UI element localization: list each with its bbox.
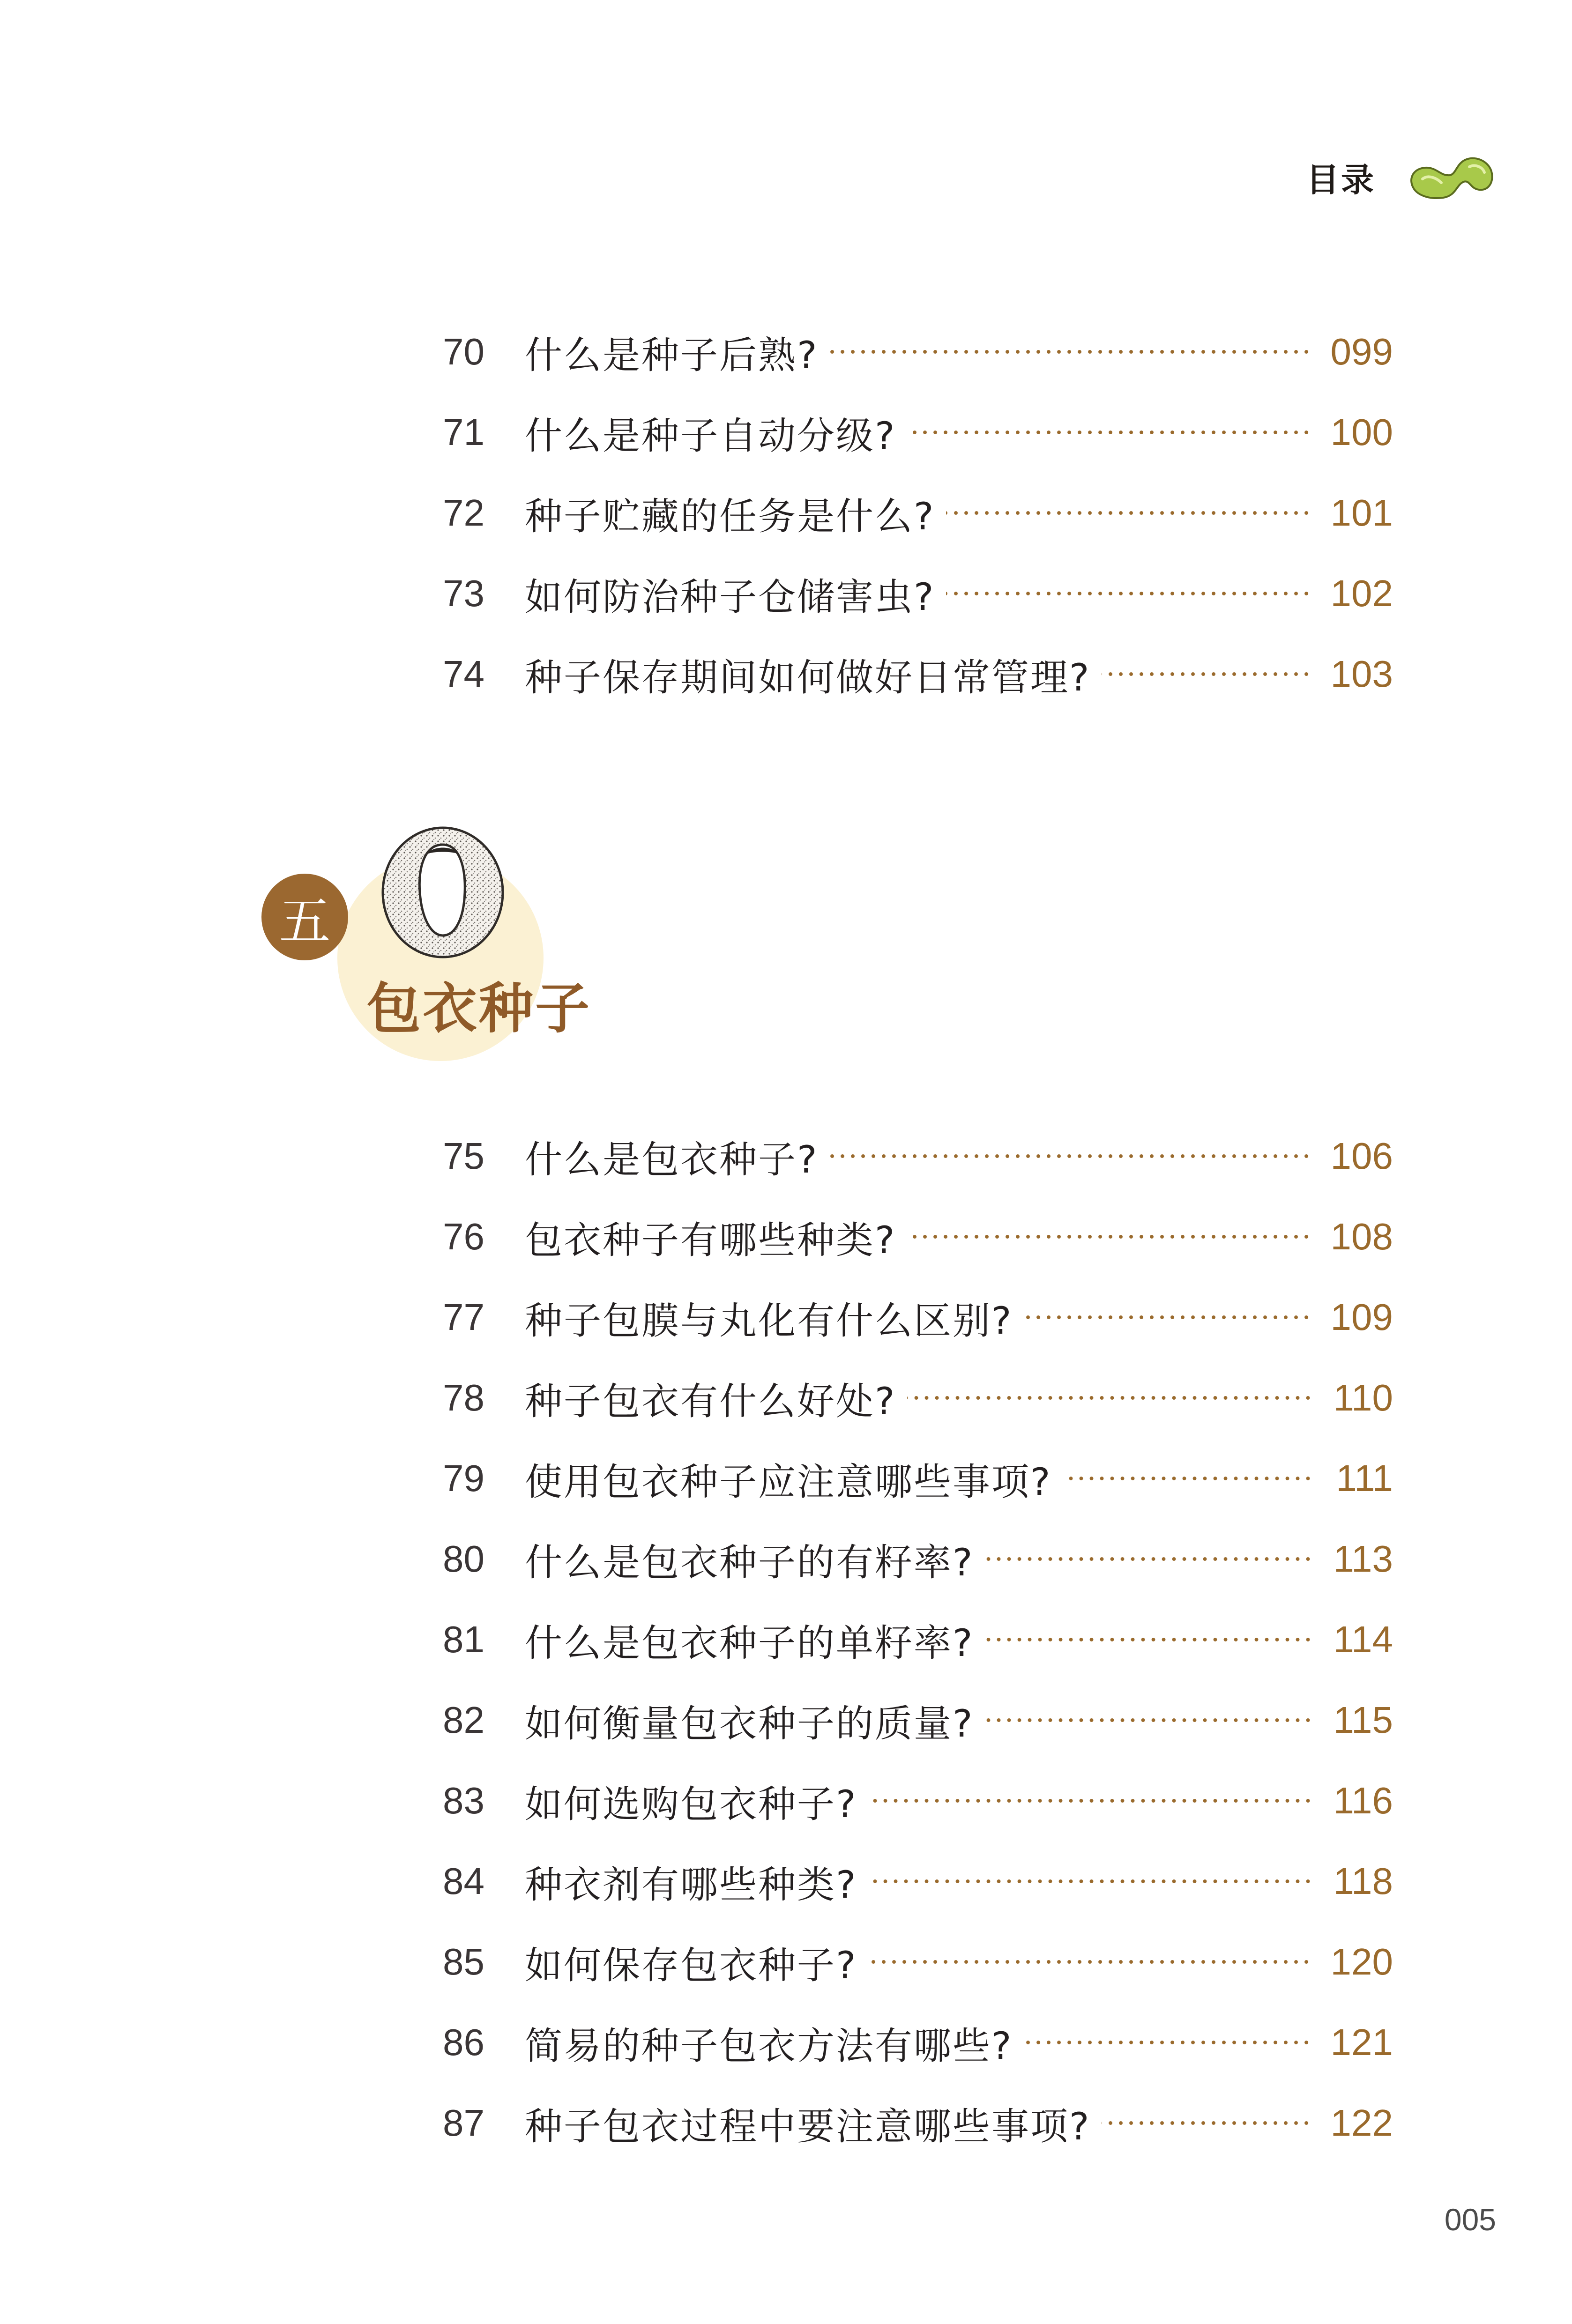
toc-entry-title: 什么是包衣种子? <box>525 1137 819 1181</box>
toc-entry-title: 什么是种子后熟? <box>525 333 819 377</box>
toc-entry-page: 120 <box>1330 1941 1393 1982</box>
toc-entry-number: 71 <box>443 411 484 453</box>
dot-leader <box>1024 2040 1311 2045</box>
toc-entry[interactable] <box>443 1277 1393 1358</box>
toc-entry-title: 种衣剂有哪些种类? <box>525 1863 857 1907</box>
toc-entry-title: 种子保存期间如何做好日常管理? <box>525 655 1091 699</box>
dot-leader <box>946 591 1311 596</box>
dot-leader <box>985 1557 1313 1561</box>
toc-entry-number: 70 <box>443 331 484 372</box>
toc-entry-number: 72 <box>443 492 484 534</box>
toc-entry-title: 如何防治种子仓储害虫? <box>525 575 935 619</box>
toc-entry-page: 109 <box>1330 1296 1393 1338</box>
toc-entry[interactable] <box>443 473 1393 553</box>
toc-entry-number: 87 <box>443 2102 484 2144</box>
toc-entry-page: 114 <box>1333 1619 1393 1660</box>
toc-entry[interactable] <box>443 553 1393 634</box>
toc-entry-page: 099 <box>1330 331 1393 372</box>
dot-leader <box>907 430 1311 435</box>
toc-entry-number: 86 <box>443 2021 484 2063</box>
toc-entry[interactable] <box>443 634 1393 714</box>
dot-leader <box>946 511 1311 515</box>
toc-entry-title: 种子包衣过程中要注意哪些事项? <box>525 2104 1091 2148</box>
dot-leader <box>829 349 1311 354</box>
section-title: 包衣种子 <box>366 977 591 1040</box>
page-header <box>1306 149 1497 205</box>
dot-leader <box>985 1718 1313 1723</box>
toc-entry-title: 使用包衣种子应注意哪些事项? <box>525 1460 1052 1504</box>
toc-entry[interactable] <box>443 1760 1393 1841</box>
dot-leader <box>907 1234 1311 1239</box>
section-number-badge: 五 <box>261 874 348 960</box>
toc-entry[interactable] <box>443 2002 1393 2083</box>
green-bean-icon <box>1404 149 1497 205</box>
coated-seed-icon <box>375 817 511 963</box>
toc-entry-number: 78 <box>443 1377 484 1418</box>
toc-entry[interactable] <box>443 312 1393 392</box>
toc-entry[interactable] <box>443 1519 1393 1599</box>
toc-entry-title: 简易的种子包衣方法有哪些? <box>525 2024 1013 2068</box>
toc-entry[interactable] <box>443 1599 1393 1680</box>
toc-entry-title: 什么是种子自动分级? <box>525 414 896 458</box>
toc-entry-title: 如何选购包衣种子? <box>525 1782 857 1826</box>
dot-leader <box>829 1154 1311 1158</box>
dot-leader <box>985 1637 1313 1642</box>
toc-entry-page: 121 <box>1330 2021 1393 2063</box>
toc-entry-number: 84 <box>443 1860 484 1902</box>
dot-leader <box>1102 672 1311 676</box>
toc-entry-title: 什么是包衣种子的单籽率? <box>525 1621 974 1665</box>
toc-entry[interactable] <box>443 1438 1393 1519</box>
toc-entry-page: 102 <box>1330 572 1393 614</box>
dot-leader <box>868 1798 1313 1803</box>
toc-entry-page: 106 <box>1330 1135 1393 1177</box>
toc-entry-page: 116 <box>1333 1780 1393 1821</box>
toc-entry-page: 118 <box>1333 1860 1393 1902</box>
toc-entry-title: 包衣种子有哪些种类? <box>525 1218 896 1262</box>
dot-leader <box>868 1960 1311 1964</box>
dot-leader <box>1102 2121 1311 2125</box>
toc-entry-page: 110 <box>1333 1377 1393 1418</box>
dot-leader <box>1063 1476 1313 1481</box>
toc-entry-page: 108 <box>1330 1216 1393 1257</box>
toc-list-part-a <box>443 312 1393 714</box>
dot-leader <box>868 1879 1313 1884</box>
toc-entry[interactable] <box>443 1841 1393 1922</box>
dot-leader <box>907 1396 1313 1400</box>
toc-entry-number: 75 <box>443 1135 484 1177</box>
toc-entry[interactable] <box>443 2083 1393 2163</box>
toc-entry-title: 种子包膜与丸化有什么区别? <box>525 1299 1013 1343</box>
toc-entry-number: 76 <box>443 1216 484 1257</box>
toc-entry-title: 如何保存包衣种子? <box>525 1943 857 1987</box>
header-title: 目录 <box>1306 160 1376 199</box>
toc-entry-number: 79 <box>443 1457 484 1499</box>
toc-entry-title: 种子贮藏的任务是什么? <box>525 494 935 538</box>
toc-entry-page: 122 <box>1330 2102 1393 2144</box>
toc-entry[interactable] <box>443 1358 1393 1438</box>
toc-entry-number: 74 <box>443 653 484 695</box>
toc-entry-page: 100 <box>1330 411 1393 453</box>
toc-entry-number: 81 <box>443 1619 484 1660</box>
toc-entry-page: 101 <box>1330 492 1393 534</box>
toc-entry-number: 80 <box>443 1538 484 1580</box>
toc-entry-number: 83 <box>443 1780 484 1821</box>
toc-entry-number: 73 <box>443 572 484 614</box>
toc-entry-title: 如何衡量包衣种子的质量? <box>525 1701 974 1745</box>
toc-entry-number: 82 <box>443 1699 484 1741</box>
dot-leader <box>1024 1315 1311 1320</box>
toc-entry[interactable] <box>443 392 1393 473</box>
toc-entry-number: 77 <box>443 1296 484 1338</box>
toc-entry[interactable] <box>443 1922 1393 2002</box>
toc-entry[interactable] <box>443 1680 1393 1760</box>
toc-entry-number: 85 <box>443 1941 484 1982</box>
toc-entry-page: 115 <box>1333 1699 1393 1741</box>
toc-entry-page: 103 <box>1330 653 1393 695</box>
toc-list-part-b <box>443 1116 1393 2163</box>
toc-entry[interactable] <box>443 1116 1393 1196</box>
toc-entry-title: 什么是包衣种子的有籽率? <box>525 1540 974 1584</box>
page-number: 005 <box>1444 2202 1496 2237</box>
toc-entry[interactable] <box>443 1196 1393 1277</box>
toc-entry-page: 113 <box>1333 1538 1393 1580</box>
toc-entry-title: 种子包衣有什么好处? <box>525 1379 896 1423</box>
toc-entry-page: 111 <box>1336 1457 1393 1499</box>
